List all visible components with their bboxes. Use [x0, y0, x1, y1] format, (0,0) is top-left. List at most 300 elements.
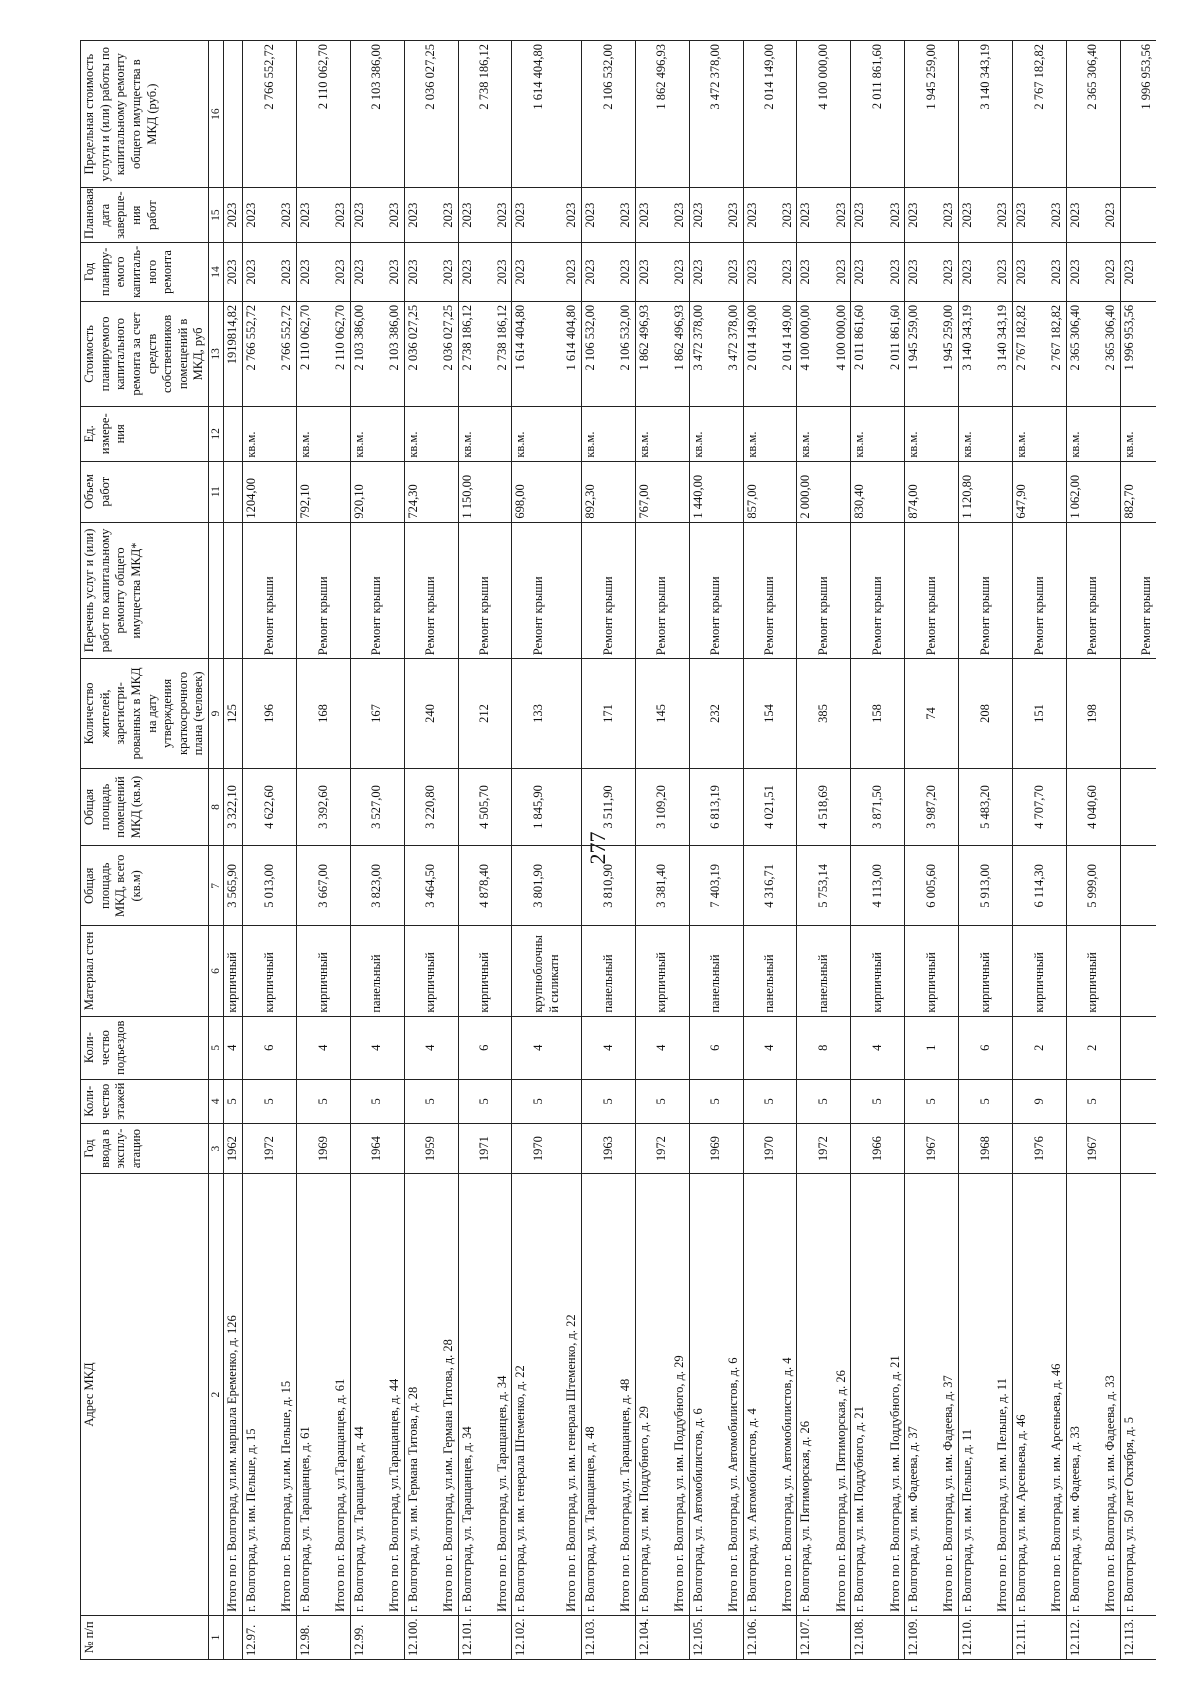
total-row-cell-5 [563, 1016, 581, 1079]
table-row-cell-9 [512, 659, 530, 768]
table-row-cell-8 [1066, 768, 1084, 846]
table-row-cell-11: 1 062,00 [1066, 461, 1084, 522]
table-row-detail-cell-16: 2 110 062,70 [315, 41, 333, 188]
table-row-cell-13: 2 106 532,00 [581, 301, 599, 406]
table-row-detail-cell-3: 1968 [977, 1123, 995, 1173]
table-row-detail-cell-7: 3 823,00 [368, 846, 386, 926]
total-row [1102, 41, 1120, 1660]
table-row-detail-cell-14 [923, 243, 941, 302]
table-row-detail-cell-3: 1967 [923, 1123, 941, 1173]
total-row-cell-2: Итого по г. Волгоград, ул.Таращанцев, д. 61 [332, 1174, 350, 1616]
table-row-detail-cell-14 [422, 243, 440, 302]
total-row-cell-9 [833, 659, 851, 768]
table-row-cell-10 [743, 522, 761, 659]
table-row-detail-cell-4: 5 [761, 1079, 779, 1123]
total-row-cell-2: Итого по г. Волгоград,ул. Таращанцев, д. 48 [617, 1174, 635, 1616]
table-row-detail-cell-13 [1031, 301, 1049, 406]
total-row-cell-11 [671, 461, 689, 522]
table-row-detail-cell-15 [315, 188, 333, 243]
table-row-detail-cell-15 [653, 188, 671, 243]
total-row-cell-15: 2023 [725, 188, 743, 243]
total-row-cell-14: 2023 [617, 243, 635, 302]
table-row-detail-cell-5: 2 [1084, 1016, 1102, 1079]
table-row-cell-14: 2023 [1120, 243, 1138, 302]
table-row-detail-cell-9: 158 [869, 659, 887, 768]
table-row-detail-cell-13 [761, 301, 779, 406]
top-total-row-cell-12 [224, 406, 243, 461]
table-row-cell-6 [851, 926, 869, 1016]
table-row-cell-9 [243, 659, 261, 768]
total-row-cell-6 [779, 926, 797, 1016]
total-row-cell-3 [940, 1123, 958, 1173]
header-row [81, 41, 209, 1660]
table-row-detail-cell-7: 4 878,40 [476, 846, 494, 926]
table-row-detail-cell-16: 2 738 186,12 [476, 41, 494, 188]
total-row-cell-15: 2023 [940, 188, 958, 243]
table-row-detail-cell-15 [1031, 188, 1049, 243]
total-row-cell-11 [563, 461, 581, 522]
total-row-cell-8 [563, 768, 581, 846]
table-row-cell-4 [296, 1079, 314, 1123]
table-row-detail-cell-3: 1970 [530, 1123, 563, 1173]
table-row-detail-cell-6: кирпичный [1031, 926, 1049, 1016]
table-row-cell-7 [851, 846, 869, 926]
total-row-cell-6 [994, 926, 1012, 1016]
total-row-cell-15: 2023 [386, 188, 404, 243]
table-row-cell-10 [1120, 522, 1138, 659]
total-row-cell-13: 2 738 186,12 [494, 301, 512, 406]
total-row-cell-8 [833, 768, 851, 846]
table-row-detail-cell-5: 4 [761, 1016, 779, 1079]
table-row-detail-cell-2 [977, 1174, 995, 1616]
table-row-cell-16 [635, 41, 653, 188]
total-row-cell-1 [617, 1615, 635, 1659]
table-row-detail-cell-10: Ремонт крыши [476, 522, 494, 659]
table-row-detail-cell-16: 1 996 953,56 [1138, 41, 1156, 188]
table-row-detail-cell-6: кирпичный [923, 926, 941, 1016]
table-row-detail-cell-1 [869, 1615, 887, 1659]
table-row-detail-cell-5: 4 [315, 1016, 333, 1079]
table-row-cell-4 [458, 1079, 476, 1123]
table-row-detail-cell-7: 6 114,30 [1031, 846, 1049, 926]
table-row-cell-7 [905, 846, 923, 926]
table-row-detail-cell-6: кирпичный [653, 926, 671, 1016]
table-row-cell-1: 12.108. [851, 1615, 869, 1659]
total-row-cell-14: 2023 [887, 243, 905, 302]
table-row-detail-cell-1 [761, 1615, 779, 1659]
table-header [81, 41, 209, 1660]
table-row-detail-cell-7: 3 667,00 [315, 846, 333, 926]
table-row-detail-cell-9: 196 [261, 659, 279, 768]
total-row-cell-16 [887, 41, 905, 188]
table-row-cell-9 [404, 659, 422, 768]
table-row-cell-14: 2023 [851, 243, 869, 302]
table-row-cell-11: 920,10 [350, 461, 368, 522]
table-row-detail-cell-16: 2 106 532,00 [600, 41, 618, 188]
table-row-detail-cell-13 [923, 301, 941, 406]
table-row-cell-10 [458, 522, 476, 659]
table-row-detail [761, 41, 779, 1660]
table-row-detail-cell-11 [1031, 461, 1049, 522]
header-cell-16: Предельная стоимость услуги и (или) работы по капитальному ремонту общего имущества в МКД (руб.) [81, 41, 209, 188]
total-row-cell-12 [940, 406, 958, 461]
column-numbers [209, 41, 224, 1660]
table-row-detail-cell-11 [315, 461, 333, 522]
total-row-cell-5 [833, 1016, 851, 1079]
total-row-cell-9 [332, 659, 350, 768]
table-row-detail-cell-9: 212 [476, 659, 494, 768]
total-row-cell-16 [278, 41, 296, 188]
table-row-detail-cell-9: 74 [923, 659, 941, 768]
total-row-cell-7 [779, 846, 797, 926]
total-row-cell-13: 1 862 496,93 [671, 301, 689, 406]
total-row-cell-5 [386, 1016, 404, 1079]
table-row-detail-cell-5 [1138, 1016, 1156, 1079]
table-row-detail-cell-13 [707, 301, 725, 406]
total-row-cell-15: 2023 [671, 188, 689, 243]
table-row-detail-cell-5: 4 [422, 1016, 440, 1079]
table-row-cell-9 [1012, 659, 1030, 768]
table-row-detail-cell-11 [261, 461, 279, 522]
table-row-cell-1: 12.109. [905, 1615, 923, 1659]
table-row-detail-cell-11 [815, 461, 833, 522]
total-row-cell-11 [440, 461, 458, 522]
table-row-cell-4 [512, 1079, 530, 1123]
table-row-detail-cell-1 [1084, 1615, 1102, 1659]
table-row-detail-cell-13 [476, 301, 494, 406]
total-row-cell-1 [1048, 1615, 1066, 1659]
total-row-cell-7 [671, 846, 689, 926]
total-row-cell-8 [494, 768, 512, 846]
table-row-cell-14: 2023 [296, 243, 314, 302]
table-row-detail-cell-12 [261, 406, 279, 461]
table-row-cell-6 [959, 926, 977, 1016]
table-row-cell-11: 1 440,00 [689, 461, 707, 522]
total-row-cell-8 [887, 768, 905, 846]
total-row-cell-1 [332, 1615, 350, 1659]
table-row-cell-2: г. Волгоград, ул. им. Пельше, д. 11 [959, 1174, 977, 1616]
table-row-detail [600, 41, 618, 1660]
total-row-cell-9 [617, 659, 635, 768]
total-row-cell-4 [332, 1079, 350, 1123]
total-row-cell-10 [671, 522, 689, 659]
table-row-detail-cell-12 [422, 406, 440, 461]
column-number-1: 1 [209, 1615, 224, 1659]
total-row-cell-1 [940, 1615, 958, 1659]
total-row-cell-10 [278, 522, 296, 659]
table-row-cell-9 [350, 659, 368, 768]
table-row-detail-cell-5: 2 [1031, 1016, 1049, 1079]
table-row-cell-7 [635, 846, 653, 926]
table-row-cell-3 [350, 1123, 368, 1173]
table-row-detail-cell-1 [707, 1615, 725, 1659]
table-row-cell-3 [512, 1123, 530, 1173]
total-row-cell-9 [563, 659, 581, 768]
total-row [386, 41, 404, 1660]
column-number-12: 12 [209, 406, 224, 461]
table-row-detail-cell-10: Ремонт крыши [707, 522, 725, 659]
table-row-cell-1: 12.105. [689, 1615, 707, 1659]
total-row-cell-7 [332, 846, 350, 926]
total-row-cell-8 [671, 768, 689, 846]
table-row-detail-cell-7: 3 810,90 [600, 846, 618, 926]
table-row-cell-12: кв.м. [458, 406, 476, 461]
table-row-detail-cell-9: 208 [977, 659, 995, 768]
table-row-cell-1: 12.103. [581, 1615, 599, 1659]
table-row-cell-16 [851, 41, 869, 188]
table-row-detail-cell-1 [815, 1615, 833, 1659]
table-row-detail-cell-11 [600, 461, 618, 522]
table-row-detail-cell-1 [476, 1615, 494, 1659]
table-row-cell-1: 12.112. [1066, 1615, 1084, 1659]
table-row-cell-15: 2023 [243, 188, 261, 243]
total-row-cell-4 [386, 1079, 404, 1123]
total-row-cell-11 [617, 461, 635, 522]
table-row-cell-15: 2023 [689, 188, 707, 243]
total-row-cell-3 [1048, 1123, 1066, 1173]
table-row-detail-cell-9: 240 [422, 659, 440, 768]
table-row-cell-14: 2023 [243, 243, 261, 302]
table-row-detail-cell-13 [1084, 301, 1102, 406]
total-row [887, 41, 905, 1660]
header-cell-2: Адрес МКД [81, 1174, 209, 1616]
table-row-cell-2: г. Волгоград, ул. Пятиморская, д. 26 [797, 1174, 815, 1616]
total-row-cell-3 [779, 1123, 797, 1173]
table-row-cell-14: 2023 [1012, 243, 1030, 302]
table-row-cell-10 [296, 522, 314, 659]
table-row-cell-12: кв.м. [743, 406, 761, 461]
table-row-detail-cell-7: 5 999,00 [1084, 846, 1102, 926]
table-row-detail-cell-11 [869, 461, 887, 522]
table-row-cell-13: 2 011 861,60 [851, 301, 869, 406]
total-row-cell-3 [725, 1123, 743, 1173]
total-row [332, 41, 350, 1660]
table-row-detail-cell-8: 6 813,19 [707, 768, 725, 846]
table-row-cell-10 [905, 522, 923, 659]
table-row-detail-cell-4: 5 [315, 1079, 333, 1123]
table-row-cell-14: 2023 [959, 243, 977, 302]
total-row-cell-9 [1048, 659, 1066, 768]
table-row-cell-2: г. Волгоград, ул. им. Поддубного, д. 29 [635, 1174, 653, 1616]
table-row-cell-5 [243, 1016, 261, 1079]
total-row-cell-2: Итого по г. Волгоград, ул. им. генерала Штеменко, д. 22 [563, 1174, 581, 1616]
table-row-detail-cell-2 [1138, 1174, 1156, 1616]
total-row-cell-11 [386, 461, 404, 522]
top-total-row-cell-7: 3 565,90 [224, 846, 243, 926]
header-cell-12: Ед. измере-ния [81, 406, 209, 461]
table-row-cell-15: 2023 [959, 188, 977, 243]
table-row-cell-7 [350, 846, 368, 926]
table-row-detail-cell-8: 3 220,80 [422, 768, 440, 846]
table-row-detail-cell-10: Ремонт крыши [653, 522, 671, 659]
header-cell-3: Год ввода в эксплу-атацию [81, 1123, 209, 1173]
table-row-detail-cell-7: 6 005,60 [923, 846, 941, 926]
column-number-16: 16 [209, 41, 224, 188]
table-row-detail-cell-16: 1 614 404,80 [530, 41, 563, 188]
table-row-detail-cell-3: 1971 [476, 1123, 494, 1173]
table-row-cell-12: кв.м. [581, 406, 599, 461]
table-row-cell-1: 12.113. [1120, 1615, 1138, 1659]
table-row-detail-cell-11 [422, 461, 440, 522]
total-row-cell-12 [994, 406, 1012, 461]
total-row-cell-14: 2023 [386, 243, 404, 302]
table-row-detail-cell-14 [815, 243, 833, 302]
table-row-detail-cell-2 [422, 1174, 440, 1616]
total-row-cell-5 [1048, 1016, 1066, 1079]
column-number-3: 3 [209, 1123, 224, 1173]
table-row-cell-13: 1 862 496,93 [635, 301, 653, 406]
table-row-cell-9 [1066, 659, 1084, 768]
table-row-cell-12: кв.м. [905, 406, 923, 461]
table-row-detail-cell-6: панельный [707, 926, 725, 1016]
table-row-cell-14: 2023 [635, 243, 653, 302]
total-row-cell-15: 2023 [779, 188, 797, 243]
total-row-cell-8 [278, 768, 296, 846]
total-row-cell-4 [887, 1079, 905, 1123]
table-row-detail-cell-11 [530, 461, 563, 522]
table-row-cell-15: 2023 [1066, 188, 1084, 243]
total-row-cell-13: 2 766 552,72 [278, 301, 296, 406]
table-row-detail-cell-9 [1138, 659, 1156, 768]
table-row-cell-5 [635, 1016, 653, 1079]
table-row-cell-14: 2023 [797, 243, 815, 302]
table-row-detail-cell-7: 3 801,90 [530, 846, 563, 926]
total-row-cell-14: 2023 [278, 243, 296, 302]
total-row-cell-12 [386, 406, 404, 461]
table-row-detail-cell-6: панельный [815, 926, 833, 1016]
total-row-cell-14: 2023 [332, 243, 350, 302]
table-row-cell-13: 2 738 186,12 [458, 301, 476, 406]
table-row-detail-cell-3: 1972 [815, 1123, 833, 1173]
total-row-cell-13: 4 100 000,00 [833, 301, 851, 406]
table-row-cell-12: кв.м. [1012, 406, 1030, 461]
table-row-cell-5 [458, 1016, 476, 1079]
table-row-cell-2: г. Волгоград, ул. им. генерала Штеменко, д. 22 [512, 1174, 530, 1616]
table-row-detail-cell-1 [1138, 1615, 1156, 1659]
total-row-cell-1 [1102, 1615, 1120, 1659]
total-row-cell-5 [617, 1016, 635, 1079]
table-row-cell-1: 12.98. [296, 1615, 314, 1659]
table-row-cell-16 [350, 41, 368, 188]
table-row-detail-cell-6: кирпичный [476, 926, 494, 1016]
table-row-cell-1: 12.99. [350, 1615, 368, 1659]
table-row-cell-16 [959, 41, 977, 188]
table-row-cell-13: 2 103 386,00 [350, 301, 368, 406]
table-row-detail-cell-11 [707, 461, 725, 522]
table-row-detail-cell-3: 1972 [261, 1123, 279, 1173]
table-row-detail-cell-10: Ремонт крыши [761, 522, 779, 659]
table-row-cell-2: г. Волгоград, ул. Таращанцев, д. 34 [458, 1174, 476, 1616]
table-row-detail-cell-14 [761, 243, 779, 302]
table-row-detail-cell-13 [422, 301, 440, 406]
table-row-detail-cell-15 [1138, 188, 1156, 243]
total-row-cell-14: 2023 [494, 243, 512, 302]
top-total-row-cell-14: 2023 [224, 243, 243, 302]
table-row-cell-8 [1012, 768, 1030, 846]
table-row-detail-cell-12 [315, 406, 333, 461]
table-row-detail-cell-2 [653, 1174, 671, 1616]
table-row-detail-cell-7: 7 403,19 [707, 846, 725, 926]
table-row-cell-9 [458, 659, 476, 768]
total-row-cell-14: 2023 [563, 243, 581, 302]
total-row-cell-9 [1102, 659, 1120, 768]
table-row-detail-cell-6: панельный [368, 926, 386, 1016]
total-row-cell-15: 2023 [440, 188, 458, 243]
total-row-cell-3 [994, 1123, 1012, 1173]
total-row-cell-7 [440, 846, 458, 926]
total-row-cell-2: Итого по г. Волгоград, ул. Автомобилистов, д. 4 [779, 1174, 797, 1616]
table-row-cell-4 [635, 1079, 653, 1123]
table-row [404, 41, 422, 1660]
table-row-cell-12: кв.м. [512, 406, 530, 461]
table-row-cell-6 [581, 926, 599, 1016]
table-row-cell-16 [1012, 41, 1030, 188]
table-row-detail-cell-10: Ремонт крыши [1138, 522, 1156, 659]
table-row-detail-cell-5: 8 [815, 1016, 833, 1079]
table-row-cell-11: 874,00 [905, 461, 923, 522]
table-row-cell-5 [1120, 1016, 1138, 1079]
table-row-cell-11: 1204,00 [243, 461, 261, 522]
table-row-detail-cell-15 [1084, 188, 1102, 243]
table-row-cell-14: 2023 [905, 243, 923, 302]
table-row-detail-cell-16: 2 365 306,40 [1084, 41, 1102, 188]
table-row-detail-cell-14 [653, 243, 671, 302]
total-row-cell-11 [332, 461, 350, 522]
table-row-cell-14: 2023 [1066, 243, 1084, 302]
table-row-detail-cell-4: 5 [815, 1079, 833, 1123]
total-row-cell-10 [887, 522, 905, 659]
table-row-cell-2: г. Волгоград, ул. Таращанцев, д. 61 [296, 1174, 314, 1616]
table-row-cell-10 [1012, 522, 1030, 659]
total-row-cell-15: 2023 [332, 188, 350, 243]
total-row-cell-11 [1048, 461, 1066, 522]
table-row-cell-11: 792,10 [296, 461, 314, 522]
total-row-cell-8 [994, 768, 1012, 846]
table-row-cell-3 [959, 1123, 977, 1173]
total-row-cell-5 [440, 1016, 458, 1079]
table-row-cell-1: 12.101. [458, 1615, 476, 1659]
table-row-cell-2: г. Волгоград, ул. Таращанцев, д. 48 [581, 1174, 599, 1616]
total-row-cell-2: Итого по г. Волгоград, ул. им. Поддубного, д. 21 [887, 1174, 905, 1616]
total-row-cell-6 [440, 926, 458, 1016]
header-cell-13: Стоимость планируемого капитального ремонта за счет средств собственников помещений в МКД, руб [81, 301, 209, 406]
table-row-cell-10 [689, 522, 707, 659]
table-row-cell-6 [243, 926, 261, 1016]
total-row-cell-16 [617, 41, 635, 188]
table-row-cell-16 [296, 41, 314, 188]
table-row-detail-cell-14 [600, 243, 618, 302]
total-row-cell-8 [940, 768, 958, 846]
table-row-cell-13: 3 472 378,00 [689, 301, 707, 406]
total-row-cell-5 [779, 1016, 797, 1079]
table-row-cell-10 [512, 522, 530, 659]
total-row-cell-2: Итого по г. Волгоград, ул. Таращанцев, д. 34 [494, 1174, 512, 1616]
table-row-detail-cell-10: Ремонт крыши [977, 522, 995, 659]
table-row-cell-1: 12.111. [1012, 1615, 1030, 1659]
total-row [940, 41, 958, 1660]
table-row-detail-cell-10: Ремонт крыши [869, 522, 887, 659]
table-row-cell-8 [350, 768, 368, 846]
table-row-cell-4 [905, 1079, 923, 1123]
table-row-cell-9 [635, 659, 653, 768]
table-row-detail-cell-7: 5 013,00 [261, 846, 279, 926]
table-row-cell-11: 724,30 [404, 461, 422, 522]
table-row-detail-cell-15 [600, 188, 618, 243]
table-row-detail-cell-9: 385 [815, 659, 833, 768]
total-row-cell-5 [725, 1016, 743, 1079]
total-row-cell-5 [994, 1016, 1012, 1079]
table-row-detail-cell-13 [1138, 301, 1156, 406]
